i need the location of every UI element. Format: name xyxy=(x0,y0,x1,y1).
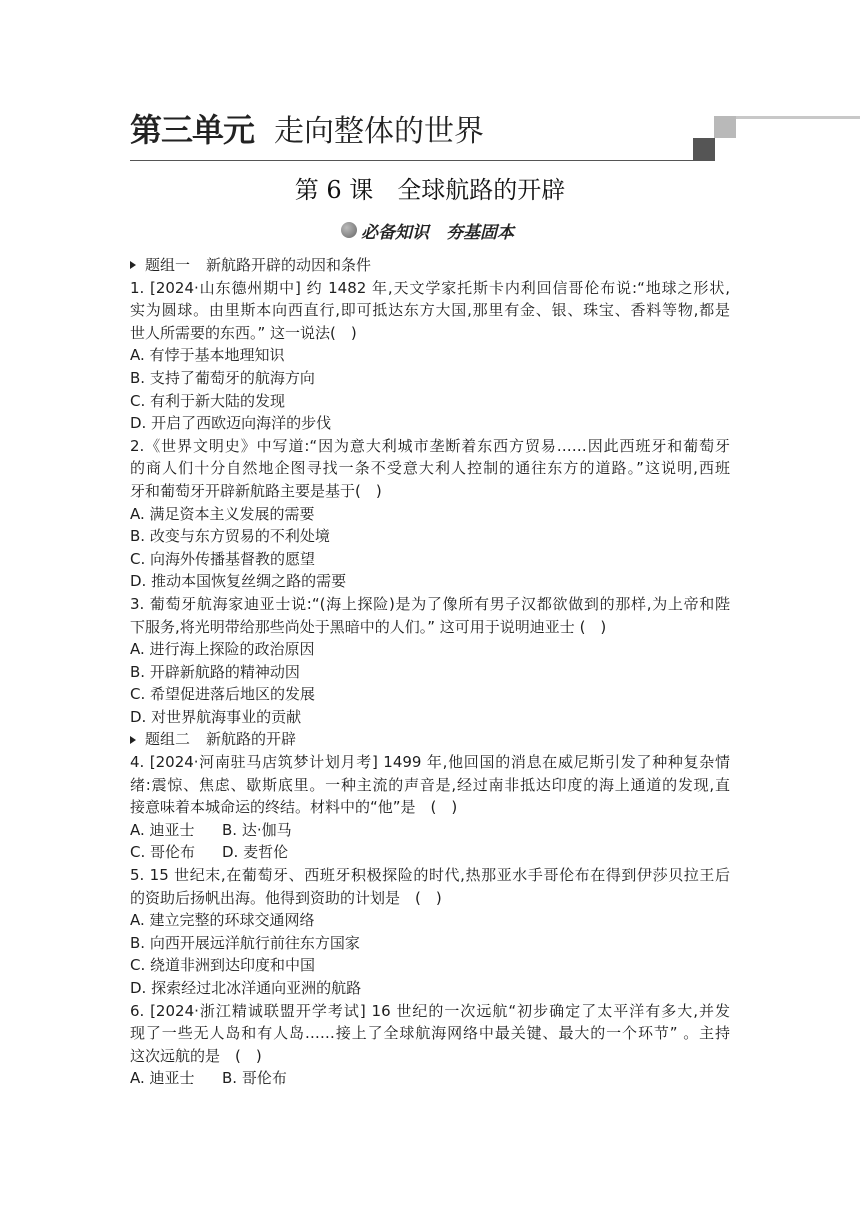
section-badge-label: 必备知识 夯基固本 xyxy=(361,222,514,243)
question-line: 的资助后扬帆出海。他得到资助的计划是 ( ) xyxy=(130,888,442,907)
group-title: 新航路的开辟 xyxy=(206,730,297,749)
lesson-title: 第 6 课 全球航路的开辟 xyxy=(294,176,566,204)
triangle-bullet-icon xyxy=(130,736,136,744)
question-line: 5. 15 世纪末,在葡萄牙、西班牙积极探险的时代,热那亚水手哥伦布在得到伊莎贝拉王后 xyxy=(130,866,730,885)
question-line: 牙和葡萄牙开辟新航路主要是基于( ) xyxy=(130,481,382,500)
answer-option: C. 哥伦布 xyxy=(130,843,196,862)
question xyxy=(130,277,730,435)
group-heading xyxy=(130,254,730,277)
header-rule xyxy=(130,160,715,161)
question-line: 现了一些无人岛和有人岛……接上了全球航海网络中最关键、最大的一个环节” 。主持 xyxy=(130,1024,730,1043)
unit-number: 第三单元 xyxy=(130,111,255,149)
decorative-square-dark xyxy=(693,138,715,160)
question-line: 2.《世界文明史》中写道:“因为意大利城市垄断着东西方贸易……因此西班牙和葡萄牙 xyxy=(130,436,730,455)
answer-option: A. 有悖于基本地理知识 xyxy=(130,346,285,365)
answer-option: B. 改变与东方贸易的不利处境 xyxy=(130,527,330,546)
answer-option: A. 建立完整的环球交通网络 xyxy=(130,911,315,930)
question-line: 绪:震惊、焦虑、歇斯底里。一种主流的声音是,经过南非抵达印度的海上通道的发现,直 xyxy=(130,775,730,794)
answer-option: D. 对世界航海事业的贡献 xyxy=(130,707,302,726)
answer-option: A. 进行海上探险的政治原因 xyxy=(130,640,315,659)
question-line: 世人所需要的东西。” 这一说法( ) xyxy=(130,323,357,342)
question-line: 下服务,将光明带给那些尚处于黑暗中的人们。” 这可用于说明迪亚士 ( ) xyxy=(130,617,607,636)
triangle-bullet-icon xyxy=(130,261,136,269)
answer-option: B. 支持了葡萄牙的航海方向 xyxy=(130,368,315,387)
group-label: 题组一 xyxy=(145,256,191,274)
answer-option: C. 有利于新大陆的发现 xyxy=(130,391,286,410)
answer-option-row xyxy=(130,819,730,842)
answer-option: B. 开辟新航路的精神动因 xyxy=(130,662,300,681)
answer-option: D. 探索经过北冰洋通向亚洲的航路 xyxy=(130,979,362,997)
answer-option: D. 开启了西欧迈向海洋的步伐 xyxy=(130,414,332,433)
question xyxy=(130,1000,730,1090)
badge-dot-icon xyxy=(341,222,357,238)
question-line: 3. 葡萄牙航海家迪亚士说:“(海上探险)是为了像所有男子汉都欲做到的那样,为上帝和陛 xyxy=(130,594,730,613)
answer-option: B. 向西开展远洋航行前往东方国家 xyxy=(130,933,360,952)
answer-option: D. 推动本国恢复丝绸之路的需要 xyxy=(130,572,347,591)
question-line: 实为圆球。由里斯本向西直行,即可抵达东方大国,那里有金、银、珠宝、香料等物,都是 xyxy=(130,301,730,320)
answer-option-row xyxy=(130,1067,730,1090)
answer-option: A. 满足资本主义发展的需要 xyxy=(130,504,315,523)
group-heading xyxy=(130,728,730,751)
question xyxy=(130,435,730,593)
group-title: 新航路开辟的动因和条件 xyxy=(206,256,372,274)
question xyxy=(130,864,730,1000)
question-line: 1. [2024·山东德州期中] 约 1482 年,天文学家托斯卡内利回信哥伦布说:“地球之形状, xyxy=(130,278,730,297)
answer-option: C. 绕道非洲到达印度和中国 xyxy=(130,956,316,975)
answer-option: C. 向海外传播基督教的愿望 xyxy=(130,549,316,568)
answer-option: A. 迪亚士 xyxy=(130,820,195,839)
answer-option-row xyxy=(130,841,730,864)
unit-title xyxy=(130,110,484,152)
answer-option: D. 麦哲伦 xyxy=(222,843,289,862)
question-list xyxy=(130,254,730,1090)
decorative-square-light xyxy=(714,116,736,138)
question-line: 的商人们十分自然地企图寻找一条不受意大利人控制的通往东方的道路。”这说明,西班 xyxy=(130,459,730,478)
answer-option: C. 希望促进落后地区的发展 xyxy=(130,685,316,704)
header-rule-right xyxy=(735,116,860,119)
group-label: 题组二 xyxy=(145,730,191,749)
answer-option: B. 达·伽马 xyxy=(222,820,292,839)
question-line: 接意味着本城命运的终结。材料中的“他”是 ( ) xyxy=(130,798,458,817)
answer-option: B. 哥伦布 xyxy=(222,1069,287,1088)
question-line: 这次远航的是 ( ) xyxy=(130,1046,262,1065)
question-line: 6. [2024·浙江精诚联盟开学考试] 16 世纪的一次远航“初步确定了太平洋有多大,并发 xyxy=(130,1001,730,1020)
question-line: 4. [2024·河南驻马店筑梦计划月考] 1499 年,他回国的消息在威尼斯引发了种种复杂情 xyxy=(130,753,730,772)
question xyxy=(130,593,730,729)
section-badge xyxy=(341,218,514,242)
question xyxy=(130,751,730,864)
answer-option: A. 迪亚士 xyxy=(130,1069,195,1088)
unit-subtitle: 走向整体的世界 xyxy=(274,114,485,149)
